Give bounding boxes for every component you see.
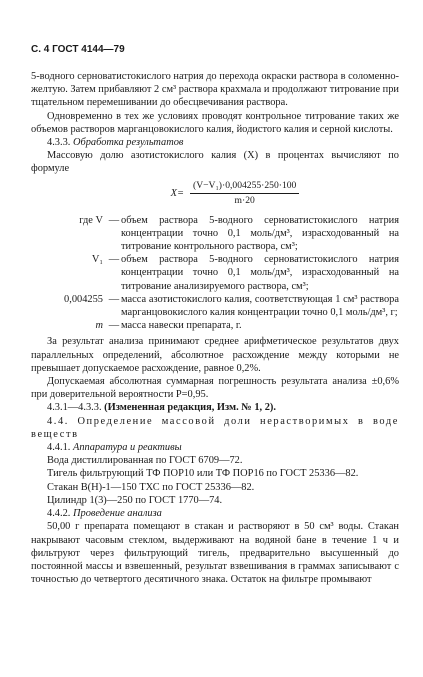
equipment-item: Стакан В(Н)-1—150 ТХС по ГОСТ 25336—82. — [47, 481, 255, 493]
definition-dash: — — [108, 320, 120, 332]
definition-label: где V — [79, 214, 103, 226]
section-number: 4.4.2. — [47, 508, 71, 520]
equipment-item: Вода дистиллированная по ГОСТ 6709—72. — [47, 455, 243, 467]
definition-text: масса азотистокислого калия, соответствующая 1 см³ раствора марганцовокислого калия концентрации точно 0,1 моль/дм³, г; — [121, 293, 399, 319]
formula-lhs: X= — [170, 188, 184, 200]
page-content — [31, 70, 399, 586]
definition-dash: — — [108, 293, 120, 305]
paragraph-control-titration: Одновременно в тех же условиях проводят контрольное титрование таких же объемов растворов марганцовокислого калия, йодистого калия и серной кислоты. — [31, 110, 399, 135]
definition-row — [31, 319, 399, 332]
section-4-4-2-heading — [31, 507, 399, 520]
definition-dash: — — [108, 254, 120, 266]
formula-denominator: m·20 — [234, 195, 255, 207]
section-title: Проведение анализа — [73, 508, 162, 520]
formula-numerator: (V−V₁)·0,004255·250·100 — [190, 180, 299, 194]
equipment-item: Тигель фильтрующий ТФ ПОР10 или ТФ ПОР16 по ГОСТ 25336—82. — [47, 468, 359, 480]
paragraph-result: За результат анализа принимают среднее арифметическое результатов двух параллельных определений, абсолютное расхождение между которыми не превышает допускаемое расхождение, равное 0,2%. — [31, 336, 399, 374]
equipment-item: Цилиндр 1(3)—250 по ГОСТ 1770—74. — [47, 494, 223, 506]
definition-row — [31, 293, 399, 319]
paragraph-error: Допускаемая абсолютная суммарная погрешность результата анализа ±0,6% при доверительной вероятности P=0,95. — [31, 376, 399, 401]
variable-definitions — [31, 214, 399, 333]
section-number: 4.3.3. — [47, 137, 71, 149]
definition-label: m — [95, 320, 103, 332]
amendment-text: (Измененная редакция, Изм. № 1, 2). — [104, 402, 276, 414]
definition-row — [31, 214, 399, 254]
paragraph-formula-intro: Массовую долю азотистокислого калия (X) в процентах вычисляют по формуле — [31, 150, 399, 175]
paragraph-procedure: 50,00 г препарата помещают в стакан и растворяют в 50 см³ воды. Стакан накрывают часовым стеклом, выдерживают на водяной бане в течение 1 ч и фильтруют через фильтрующий тигель, предварительно высушенный до постоянной массы и взвешенный, результат взвешивания в граммах записывают с точностью до четвертого десятичного знака. Остаток на фильтре промывают — [31, 521, 399, 586]
section-4-4-1-heading — [31, 441, 399, 454]
amendment-note — [31, 401, 399, 414]
definition-text: объем раствора 5-водного серноватистокислого натрия концентрации точно 0,1 моль/дм³, израсходованный на титрование анализируемого раствора, см³; — [121, 254, 399, 292]
page-header: С. 4 ГОСТ 4144—79 — [31, 44, 125, 55]
section-number: 4.4.1. — [47, 442, 71, 454]
definition-dash: — — [108, 214, 120, 226]
amendment-range: 4.3.1—4.3.3. — [47, 402, 102, 414]
formula — [71, 177, 399, 211]
definition-text: объем раствора 5-водного серноватистокислого натрия концентрации точно 0,1 моль/дм³, израсходованный на титрование контрольного раствора, см³; — [121, 214, 399, 253]
paragraph-titration-end: 5-водного серноватистокислого натрия до перехода окраски раствора в соломенно-желтую. Затем прибавляют 2 см³ раствора крахмала и продолжают титрование при тщательном перемешивании до обесцвечивания раствора. — [31, 71, 399, 109]
section-title: Аппаратура и реактивы — [73, 442, 182, 454]
definition-label: V₁ — [91, 254, 103, 266]
definition-label: 0,004255 — [64, 293, 103, 305]
section-4-3-3-heading — [31, 136, 399, 149]
formula-fraction — [190, 180, 299, 207]
definition-text: масса навески препарата, г. — [121, 320, 242, 332]
section-4-4-heading: 4.4. Определение массовой доли нерастворимых в воде веществ — [31, 415, 399, 440]
definition-row — [31, 253, 399, 293]
section-title: Обработка результатов — [73, 137, 184, 149]
